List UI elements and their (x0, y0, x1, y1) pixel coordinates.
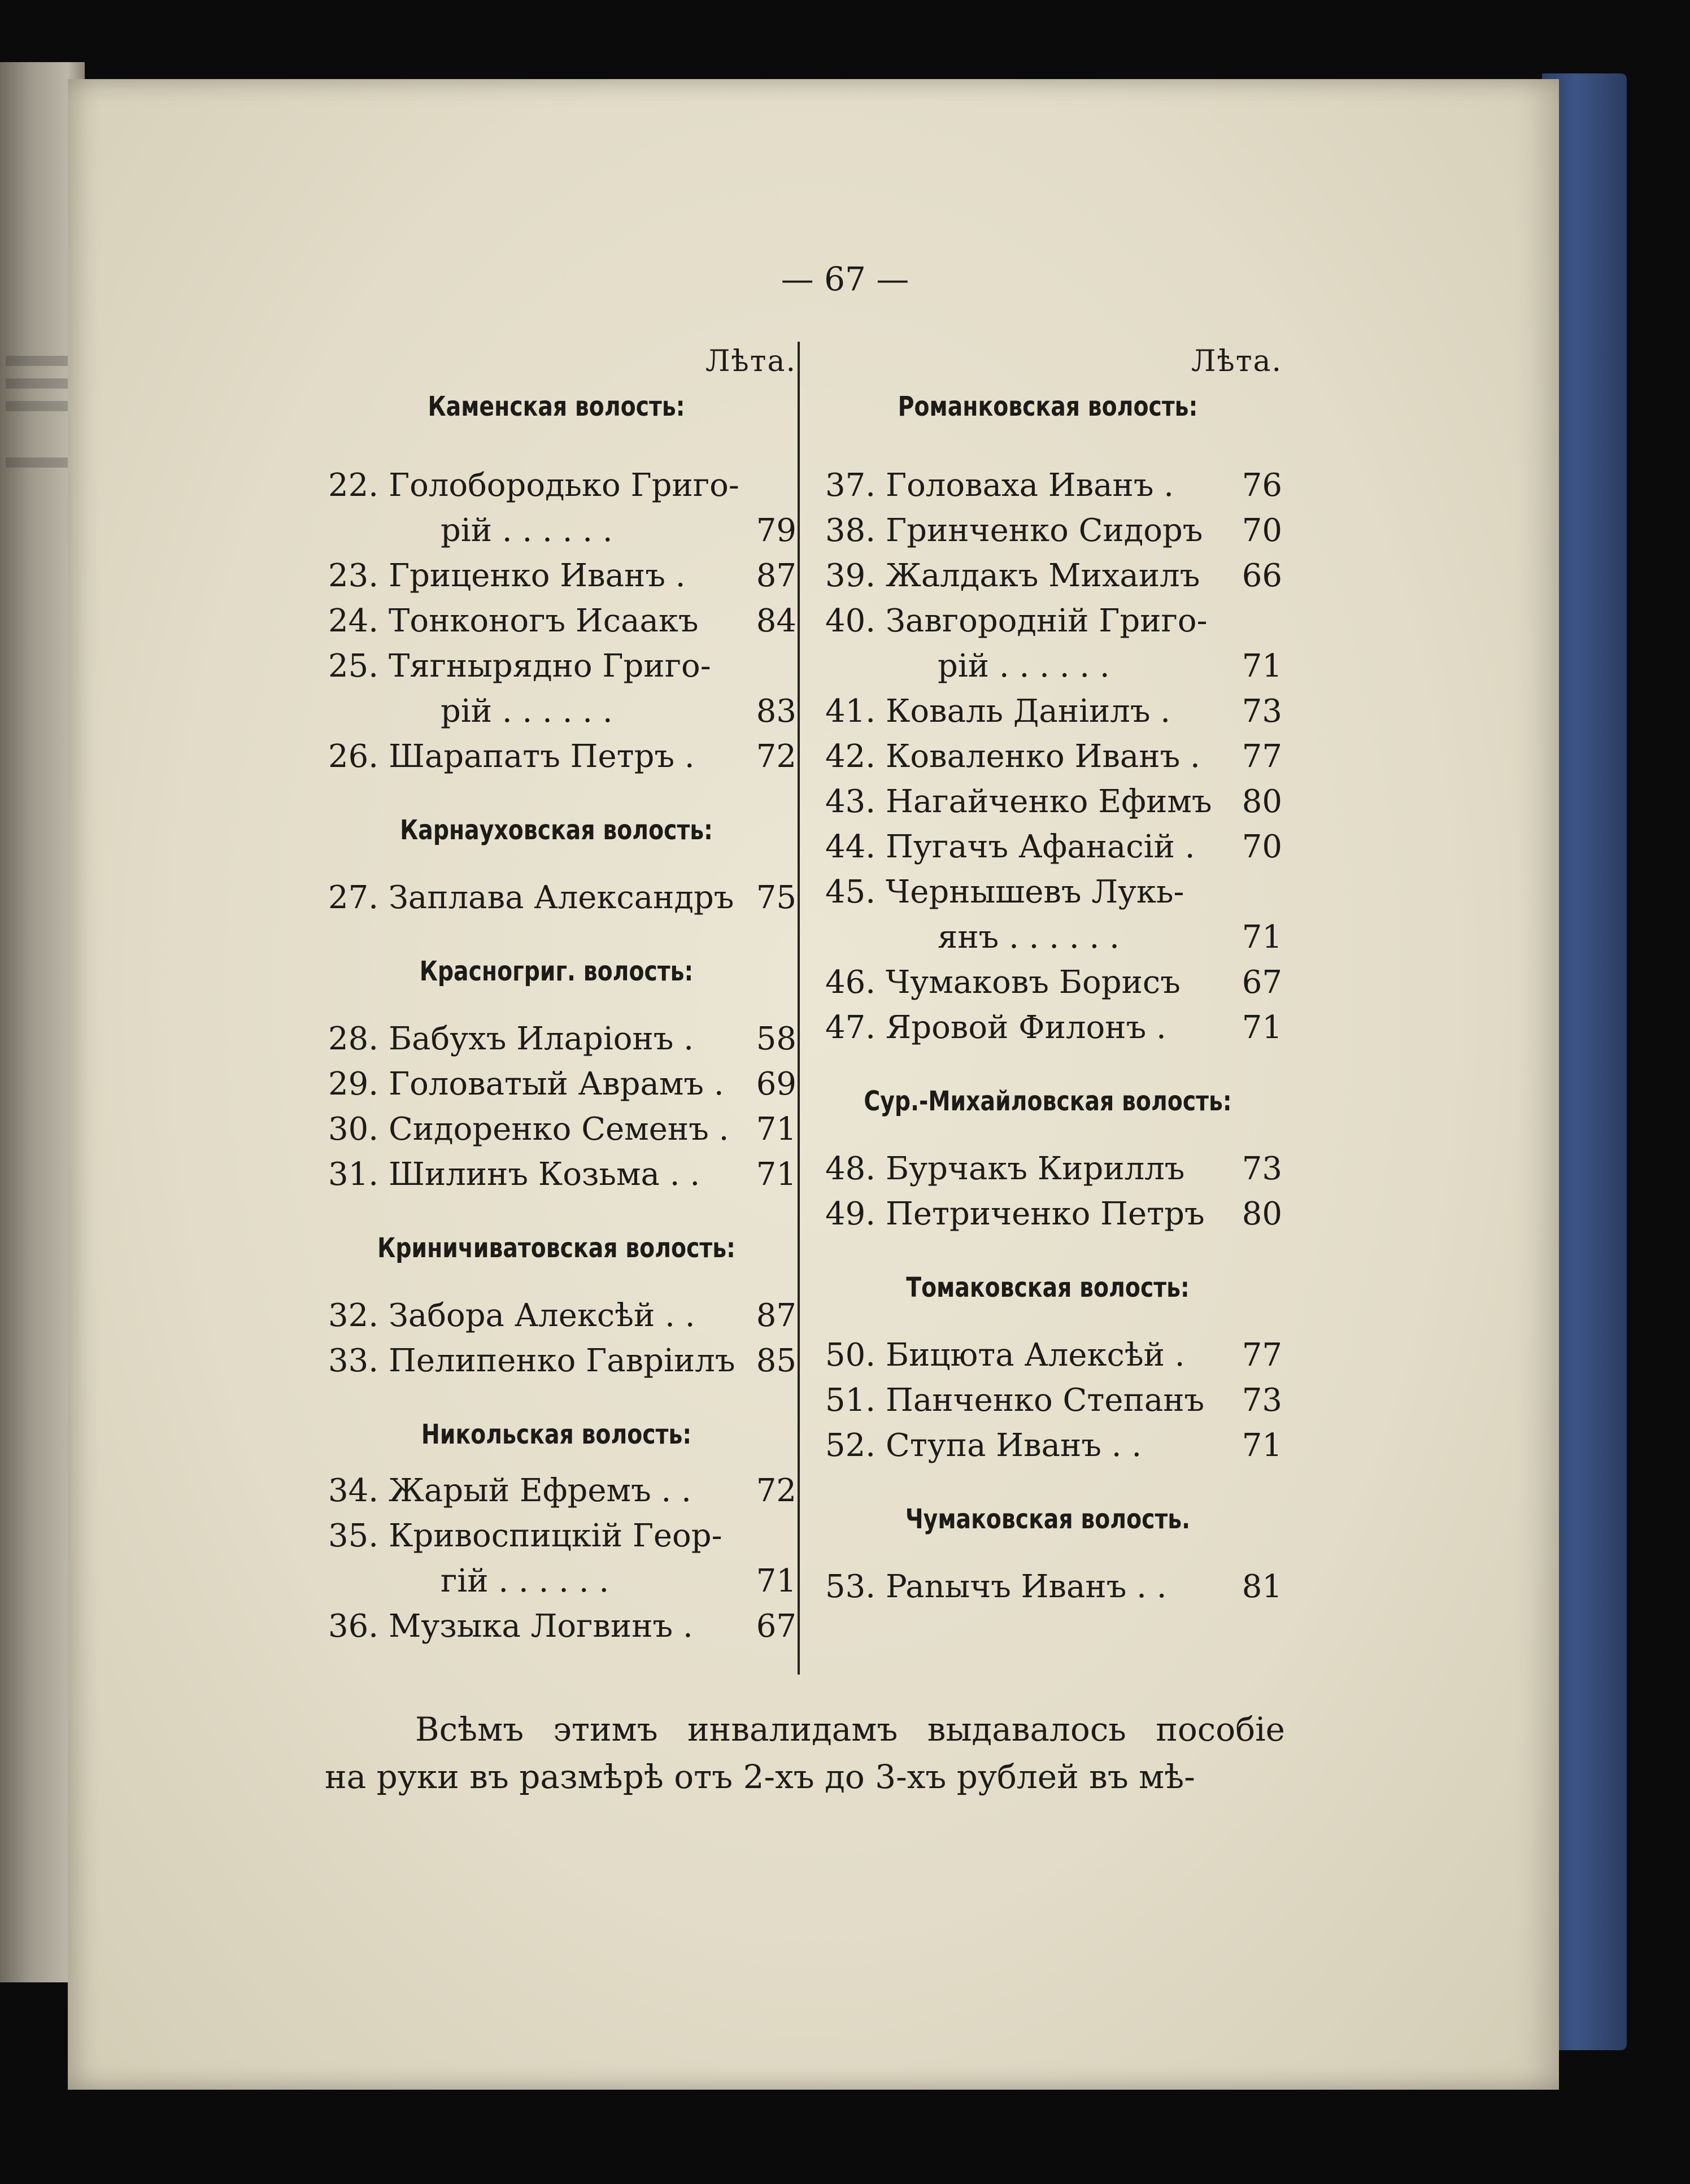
entry-age: 71 (756, 1156, 796, 1193)
list-item (813, 1005, 1282, 1050)
entry-age: 73 (1242, 1150, 1282, 1187)
entry-age: 84 (756, 603, 796, 639)
list-item (316, 1339, 796, 1384)
entry-name: Жалдакъ Михаилъ (886, 557, 1200, 594)
entry-number: 33. (328, 1342, 378, 1379)
entry-age: 71 (1242, 1427, 1282, 1464)
entry-name: Яровой Филонъ . (886, 1009, 1166, 1046)
entry-age: 87 (756, 1297, 796, 1334)
list-item (316, 1514, 796, 1559)
list-item-continuation (813, 644, 1282, 689)
list-item (813, 870, 1282, 915)
list-item (316, 553, 796, 599)
entry-name: Заплава Александръ (389, 879, 734, 916)
section-heading: Каменская волость: (428, 391, 685, 422)
section-heading: Криничиватовская волость: (377, 1232, 735, 1264)
right-column (813, 339, 1282, 1638)
column-header-years: Лѣта. (1191, 345, 1282, 378)
list-item (813, 1378, 1282, 1423)
list-item (316, 1152, 796, 1197)
entry-name: Жарый Ефремъ . . (389, 1472, 691, 1509)
list-item (813, 779, 1282, 825)
entry-age: 80 (1242, 1196, 1282, 1232)
section-heading: Сур.-Михайловская волость: (864, 1086, 1232, 1117)
list-item (813, 1333, 1282, 1378)
entry-name: Панченко Степанъ (886, 1382, 1205, 1419)
entry-name: Бицюта Алексѣй . (886, 1337, 1185, 1374)
entry-number: 23. (328, 557, 378, 594)
entry-name: Бурчакъ Кириллъ (886, 1150, 1185, 1187)
list-item-continuation (316, 1559, 796, 1604)
entry-name: Сидоренко Семенъ . (389, 1111, 729, 1148)
entry-number: 30. (328, 1111, 378, 1148)
entry-name: Тягнырядно Григо- (389, 648, 711, 685)
list-item (813, 1192, 1282, 1237)
entry-number: 42. (825, 738, 876, 775)
list-item-continuation (316, 508, 796, 553)
entry-name: Головатый Аврамъ . (389, 1066, 724, 1102)
column-header-years: Лѣта. (705, 345, 796, 378)
list-item-continuation (316, 689, 796, 734)
list-item (316, 1107, 796, 1152)
entry-number: 36. (328, 1608, 378, 1645)
list-item (316, 1017, 796, 1062)
entry-number: 29. (328, 1066, 378, 1102)
list-item (316, 1062, 796, 1107)
entry-name-continuation: рій . . . . . . (938, 648, 1110, 685)
entry-name: Музыка Логвинъ . (389, 1608, 693, 1645)
entry-name: Чернышевъ Лукь- (886, 874, 1184, 910)
entry-name: Пугачъ Афанасій . (886, 829, 1195, 865)
entry-name: Завгородній Григо- (886, 603, 1208, 639)
section-heading: Романковская волость: (898, 391, 1198, 422)
entry-age: 66 (1242, 557, 1282, 594)
entry-number: 35. (328, 1518, 378, 1554)
column-divider (798, 342, 800, 1675)
entry-name-continuation: рій . . . . . . (441, 512, 613, 549)
list-item (316, 1604, 796, 1649)
entry-age: 81 (1242, 1568, 1282, 1605)
entry-number: 48. (825, 1150, 876, 1187)
entry-name: Шилинъ Козьма . . (389, 1156, 700, 1193)
entry-age: 70 (1242, 829, 1282, 865)
entry-name: Гринченко Сидоръ (886, 512, 1203, 549)
entry-name-continuation: гій . . . . . . (441, 1563, 609, 1599)
list-item (813, 599, 1282, 644)
entry-name: Коваль Даніилъ . (886, 693, 1171, 730)
entry-name: Нагайченко Ефимъ (886, 783, 1212, 820)
entry-number: 45. (825, 874, 876, 910)
entry-age: 76 (1242, 467, 1282, 504)
list-item (813, 960, 1282, 1005)
entry-number: 51. (825, 1382, 876, 1419)
entry-number: 25. (328, 648, 378, 685)
list-item (316, 1468, 796, 1514)
entry-number: 37. (825, 467, 876, 504)
entry-number: 31. (328, 1156, 378, 1193)
list-item (316, 644, 796, 689)
entry-number: 32. (328, 1297, 378, 1334)
entry-age: 83 (756, 693, 796, 730)
entry-name: Голобородько Григо- (389, 467, 739, 504)
entry-number: 47. (825, 1009, 876, 1046)
list-item (316, 463, 796, 508)
entry-number: 53. (825, 1568, 876, 1605)
list-item-continuation (813, 915, 1282, 960)
entry-number: 39. (825, 557, 876, 594)
entry-age: 67 (756, 1608, 796, 1645)
page-number: — 67 — (781, 260, 909, 298)
entry-name: Пелипенко Гавріилъ (389, 1342, 735, 1379)
entry-number: 40. (825, 603, 876, 639)
entry-age: 71 (756, 1111, 796, 1148)
section-heading: Никольская волость: (421, 1419, 692, 1450)
entry-name: Тонконогъ Исаакъ (389, 603, 699, 639)
entry-name-continuation: янъ . . . . . . (938, 919, 1120, 956)
entry-number: 43. (825, 783, 876, 820)
entry-number: 26. (328, 738, 378, 775)
list-item (316, 599, 796, 644)
entry-number: 38. (825, 512, 876, 549)
list-item (813, 553, 1282, 599)
entry-age: 73 (1242, 693, 1282, 730)
section-heading: Чумаковская волость. (905, 1503, 1191, 1535)
entry-number: 34. (328, 1472, 378, 1509)
entry-name: Ступа Иванъ . . (886, 1427, 1142, 1464)
section-heading: Карнауховская волость: (400, 814, 713, 846)
entry-number: 44. (825, 829, 876, 865)
section-heading: Красногриг. волость: (419, 956, 694, 987)
left-column (316, 339, 796, 1677)
entry-number: 46. (825, 964, 876, 1001)
entry-age: 77 (1242, 738, 1282, 775)
list-item (813, 689, 1282, 734)
list-item (813, 1423, 1282, 1468)
entry-number: 50. (825, 1337, 876, 1374)
entry-age: 79 (756, 512, 796, 549)
paragraph-line: на руки въ размѣрѣ отъ 2-хъ до 3-хъ рублей въ мѣ- (325, 1758, 1195, 1796)
entry-age: 67 (1242, 964, 1282, 1001)
closing-paragraph (325, 1706, 1285, 1801)
list-item (813, 463, 1282, 508)
entry-name: Panычъ Иванъ . . (886, 1568, 1167, 1605)
entry-age: 69 (756, 1066, 796, 1102)
entry-age: 72 (756, 1472, 796, 1509)
entry-age: 70 (1242, 512, 1282, 549)
entry-number: 41. (825, 693, 876, 730)
list-item (813, 1147, 1282, 1192)
entry-number: 49. (825, 1196, 876, 1232)
entry-age: 73 (1242, 1382, 1282, 1419)
entry-number: 24. (328, 603, 378, 639)
entry-number: 22. (328, 467, 378, 504)
entry-number: 52. (825, 1427, 876, 1464)
entry-name: Чумаковъ Борисъ (886, 964, 1181, 1001)
entry-name-continuation: рій . . . . . . (441, 693, 613, 730)
entry-number: 28. (328, 1021, 378, 1057)
entry-name: Коваленко Иванъ . (886, 738, 1200, 775)
entry-age: 58 (756, 1021, 796, 1057)
list-item (813, 1564, 1282, 1610)
entry-age: 71 (1242, 648, 1282, 685)
entry-name: Шарапатъ Петръ . (389, 738, 695, 775)
entry-age: 77 (1242, 1337, 1282, 1374)
entry-number: 27. (328, 879, 378, 916)
list-item (813, 734, 1282, 779)
entry-age: 85 (756, 1342, 796, 1379)
list-item (813, 825, 1282, 870)
entry-name: Забора Алексѣй . . (389, 1297, 695, 1334)
paragraph-line: Всѣмъ этимъ инвалидамъ выдавалось пособіе (415, 1710, 1285, 1749)
entry-name: Гриценко Иванъ . (389, 557, 686, 594)
entry-name: Кривоспицкій Геор- (389, 1518, 722, 1554)
entry-age: 87 (756, 557, 796, 594)
entry-name: Головаха Иванъ . (886, 467, 1174, 504)
list-item (813, 508, 1282, 553)
entry-age: 75 (756, 879, 796, 916)
entry-age: 72 (756, 738, 796, 775)
entry-age: 71 (756, 1563, 796, 1599)
list-item (316, 734, 796, 779)
entry-name: Петриченко Петръ (886, 1196, 1205, 1232)
entry-name: Бабухъ Иларіонъ . (389, 1021, 694, 1057)
list-item (316, 875, 796, 921)
entry-age: 71 (1242, 919, 1282, 956)
section-heading: Томаковская волость: (906, 1272, 1190, 1304)
entry-age: 71 (1242, 1009, 1282, 1046)
entry-age: 80 (1242, 783, 1282, 820)
list-item (316, 1293, 796, 1339)
